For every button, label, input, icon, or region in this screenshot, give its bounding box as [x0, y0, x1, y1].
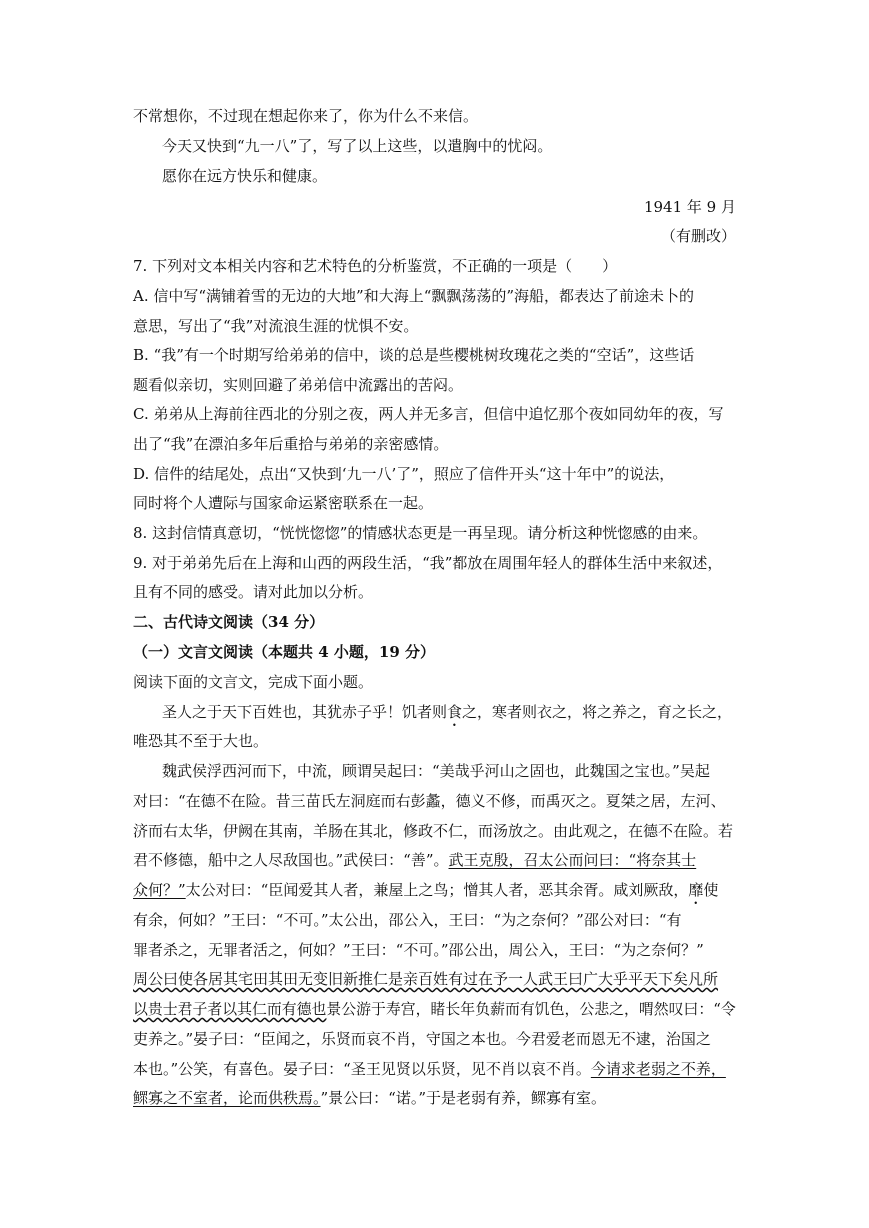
subsection-heading: （一）文言文阅读（本题共 4 小题，19 分） [133, 643, 435, 661]
passage-line: 魏武侯浮西河而下，中流，顾谓吴起曰：“美哉乎河山之固也，此魏国之宝也。”吴起 [162, 762, 710, 780]
option-d-cont: 同时将个人遭际与国家命运紧密联系在一起。 [133, 494, 434, 512]
passage-line: 唯恐其不至于大也。 [133, 732, 269, 750]
option-c-cont: 出了“我”在漂泊多年后重拾与弟弟的亲密感情。 [133, 435, 449, 453]
option-d: D. 信件的结尾处，点出“又快到‘九一八’了”，照应了信件开头“这十年中”的说法， [133, 465, 675, 483]
passage-line: 圣人之于天下百姓也，其犹赤子乎！饥者则食之，寒者则衣之，将之养之，育之长之， [162, 703, 733, 721]
option-b: B. “我”有一个时期写给弟弟的信中，谈的总是些樱桃树玫瑰花之类的“空话”，这些话 [133, 346, 695, 364]
passage-line: 众何？”太公对曰：“臣闻爱其人者，兼屋上之鸟；憎其人者，恶其余胥。咸刘厥敌，靡使 [133, 881, 719, 899]
emphasized-char: 食 [447, 703, 463, 721]
emphasized-char: 靡 [688, 881, 704, 899]
letter-line: 不常想你，不过现在想起你来了，你为什么不来信。 [133, 107, 479, 125]
passage-line: 本也。”公笑，有喜色。晏子曰：“圣王见贤以乐贤，见不肖以哀不肖。今请求老弱之不养， [133, 1060, 726, 1078]
option-a-cont: 意思，写出了“我”对流浪生涯的忧惧不安。 [133, 317, 419, 335]
question-7-stem: 7. 下列对文本相关内容和艺术特色的分析鉴赏，不正确的一项是（ ） [133, 257, 618, 275]
passage-line: 君不修德，船中之人尽敌国也。”武侯曰：“善”。武王克殷，召太公而问曰：“将奈其士 [133, 851, 697, 869]
passage-line: 吏养之。”晏子曰：“臣闻之，乐贤而哀不肖，守国之本也。今君爱老而恩无不逮，治国之 [133, 1030, 711, 1048]
wavy-underlined-line: 周公曰使各居其宅田其田无变旧新推仁是亲百姓有过在予一人武王曰广大乎平天下矣凡所 [133, 970, 719, 988]
passage-line: 罪者杀之，无罪者活之，何如？”王曰：“不可。”邵公出，周公入，王曰：“为之奈何？” [133, 941, 704, 959]
section-heading: 二、古代诗文阅读（34 分） [133, 613, 325, 631]
underlined-sentence: 众何？” [133, 881, 186, 899]
passage-line: 有余，何如？”王曰：“不可。”太公出，邵公入，王曰：“为之奈何？”邵公对曰：“有 [133, 911, 682, 929]
option-a: A. 信中写“满铺着雪的无边的大地”和大海上“飘飘荡荡的”海船，都表达了前途未卜的 [133, 287, 695, 305]
passage-line: 济而右太华，伊阙在其南，羊肠在其北，修政不仁，而汤放之。由此观之，在德不在险。若 [133, 822, 734, 840]
question-9: 9. 对于弟弟先后在上海和山西的两段生活，“我”都放在周围年轻人的群体生活中来叙述， [133, 554, 723, 572]
letter-line: 今天又快到“九一八”了，写了以上这些，以遣胸中的忧闷。 [162, 137, 553, 155]
letter-date: 1941 年 9 月 [643, 198, 736, 216]
underlined-sentence: 今请求老弱之不养， [590, 1060, 726, 1078]
underlined-sentence: 鳏寡之不室者，论而供秩焉。 [133, 1089, 321, 1107]
option-c: C. 弟弟从上海前往西北的分别之夜，两人并无多言，但信中追忆那个夜如同幼年的夜，写 [133, 405, 724, 423]
question-8: 8. 这封信情真意切，“恍恍惚惚”的情感状态更是一再呈现。请分析这种恍惚感的由来。 [133, 524, 708, 542]
source-note: （有删改） [660, 227, 736, 245]
instruction: 阅读下面的文言文，完成下面小题。 [133, 673, 374, 691]
letter-line: 愿你在远方快乐和健康。 [162, 167, 328, 185]
wavy-underlined-text: 以贵士君子者以其仁而有德也 [133, 1000, 327, 1018]
passage-line: 以贵士君子者以其仁而有德也景公游于寿宫，睹长年负薪而有饥色，公悲之，喟然叹曰：“令 [133, 1000, 736, 1018]
passage-line: 对曰：“在德不在险。昔三苗氏左洞庭而右彭蠡，德义不修，而禹灭之。夏桀之居，左河、 [133, 792, 726, 810]
question-9-cont: 且有不同的感受。请对此加以分析。 [133, 583, 374, 601]
passage-line: 鳏寡之不室者，论而供秩焉。”景公曰：“诺。”于是老弱有养，鳏寡有室。 [133, 1089, 607, 1107]
underlined-sentence: 武王克殷，召太公而问曰：“将奈其士 [448, 851, 697, 869]
option-b-cont: 题看似亲切，实则回避了弟弟信中流露出的苦闷。 [133, 376, 464, 394]
